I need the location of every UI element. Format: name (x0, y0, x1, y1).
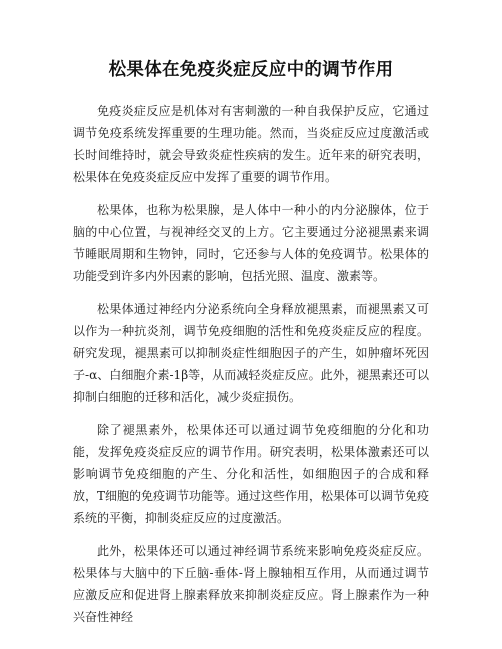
paragraph-immune-cells: 除了褪黑素外，松果体还可以通过调节免疫细胞的分化和功能，发挥免疫炎症反应的调节作用。研究表明，松果体激素还可以影响调节免疫细胞的产生、分化和活性，如细胞因子的合成和释放，T细胞的免疫调节功能等。通过这些作用，松果体可以调节免疫系统的平衡，抑制炎症反应的过度激活。 (73, 423, 430, 525)
paragraph-melatonin: 松果体通过神经内分泌系统向全身释放褪黑素，而褪黑素又可以作为一种抗炎剂，调节免疫细胞的活性和免疫炎症反应的程度。研究发现，褪黑素可以抑制炎症性细胞因子的产生，如肿瘤坏死因子-α、白细胞介素-1β等，从而减轻炎症反应。此外，褪黑素还可以抑制白细胞的迁移和活化，减少炎症损伤。 (73, 302, 429, 404)
paragraph-pineal-overview: 松果体，也称为松果腺，是人体中一种小的内分泌腺体，位于脑的中心位置，与视神经交叉的上方。它主要通过分泌褪黑素来调节睡眠周期和生物钟，同时，它还参与人体的免疫调节。松果体的功能受到许多内外因素的影响，包括光照、温度、激素等。 (73, 203, 429, 283)
paragraph-neural-regulation: 此外，松果体还可以通过神经调节系统来影响免疫炎症反应。松果体与大脑中的下丘脑-垂体-肾上腺轴相互作用，从而通过调节应激反应和促进肾上腺素释放来抑制炎症反应。肾上腺素作为一种兴奋性神经 (73, 544, 429, 624)
paragraph-intro: 免疫炎症反应是机体对有害刺激的一种自我保护反应，它通过调节免疫系统发挥重要的生理功能。然而，当炎症反应过度激活或长时间维持时，就会导致炎症性疾病的发生。近年来的研究表明，松果体在免疫炎症反应中发挥了重要的调节作用。 (73, 104, 429, 184)
page-title: 松果体在免疫炎症反应中的调节作用 (108, 60, 394, 80)
